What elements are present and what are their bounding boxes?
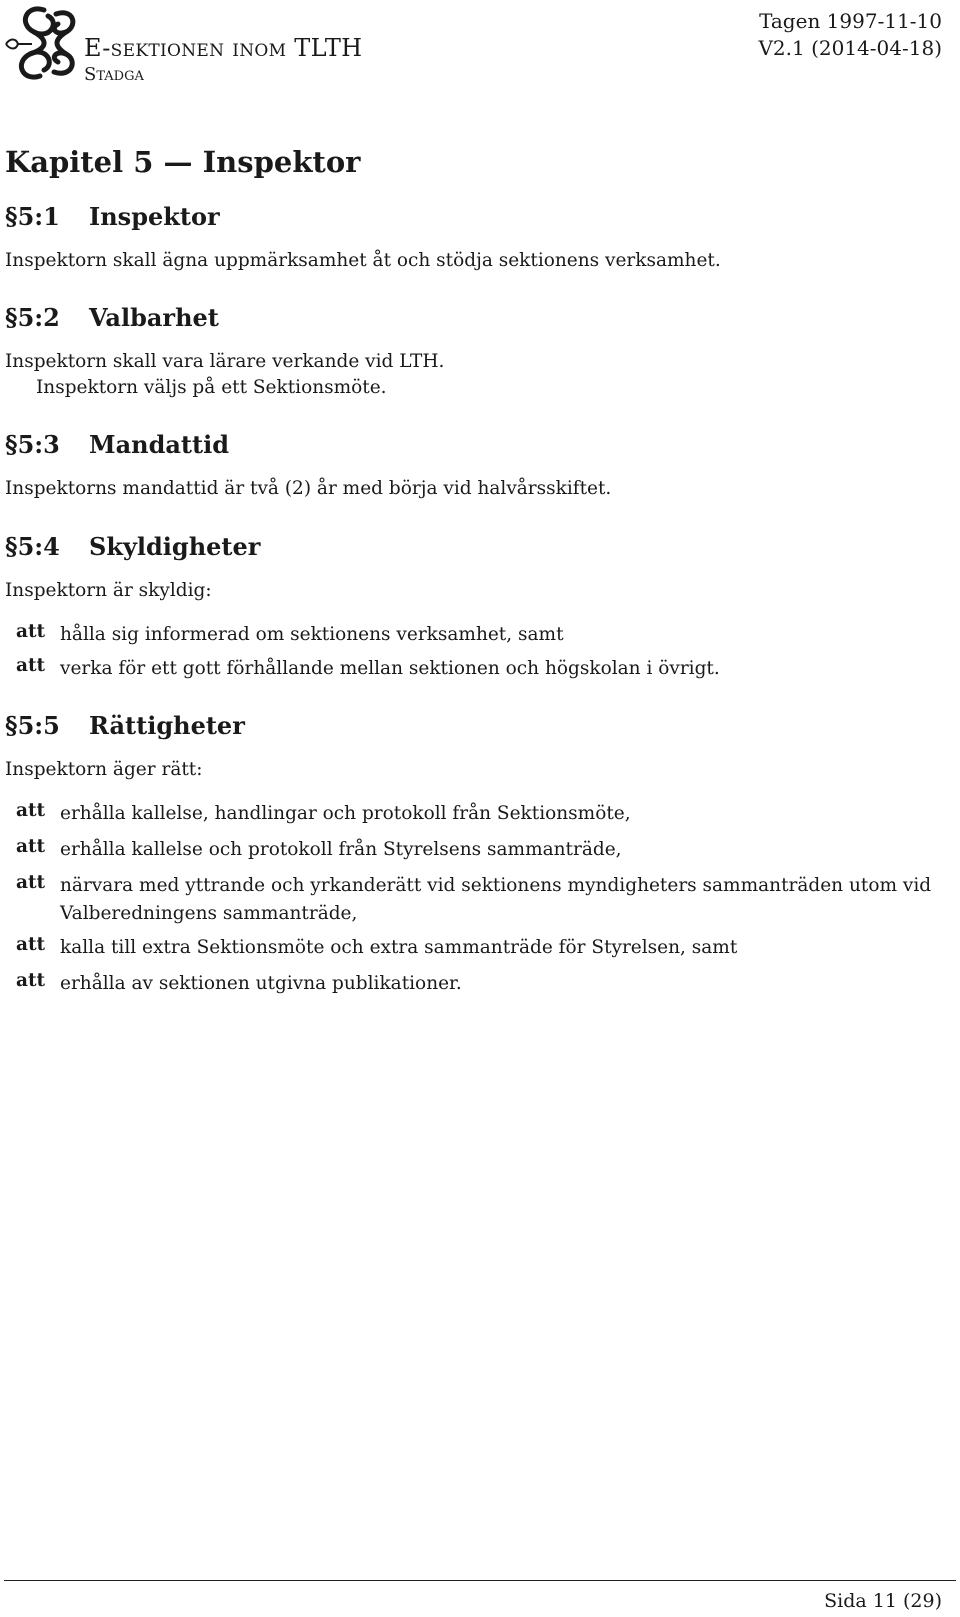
list-item-text: hålla sig informerad om sektionens verksamhet, samt	[60, 624, 564, 645]
section-paragraph: Inspektorn skall ägna uppmärksamhet åt och stödja sektionens verksamhet.	[5, 250, 721, 271]
section-title: Rättigheter	[89, 711, 245, 740]
section-number: 5:5	[17, 711, 60, 740]
section-paragraph: Inspektorn väljs på ett Sektionsmöte.	[36, 377, 387, 398]
list-item-prefix: att	[16, 800, 46, 821]
list-item-prefix: att	[16, 934, 46, 955]
section-heading	[5, 202, 220, 231]
list-item-text: närvara med yttrande och yrkanderätt vid sektionens myndigheters sammanträden utom vid Valberedningens sammanträde,	[60, 875, 932, 924]
section-number: 5:2	[17, 303, 60, 332]
section-heading	[5, 430, 229, 459]
section-symbol: §	[5, 202, 18, 231]
list-item-prefix: att	[16, 970, 46, 991]
list-item-prefix: att	[16, 836, 46, 857]
adoption-date: Tagen 1997-11-10	[759, 9, 942, 33]
list-item-prefix: att	[16, 621, 46, 642]
section-intro: Inspektorn är skyldig:	[5, 580, 212, 601]
list-item-text: erhålla kallelse och protokoll från Styrelsens sammanträde,	[60, 839, 622, 860]
section-title: Inspektor	[89, 202, 220, 231]
section-heading	[5, 303, 219, 332]
section-title: Valbarhet	[89, 303, 219, 332]
section-symbol: §	[5, 711, 18, 740]
section-paragraph: Inspektorn skall vara lärare verkande vid LTH.	[5, 351, 445, 372]
section-intro: Inspektorn äger rätt:	[5, 759, 203, 780]
list-item-text: kalla till extra Sektionsmöte och extra sammanträde för Styrelsen, samt	[60, 937, 738, 958]
section-number: 5:4	[17, 532, 60, 561]
list-item	[16, 970, 946, 998]
section-paragraph: Inspektorns mandattid är två (2) år med börja vid halvårsskiftet.	[5, 478, 612, 499]
list-item	[16, 934, 946, 962]
section-symbol: §	[5, 303, 18, 332]
footer-divider	[4, 1580, 956, 1581]
document-name: Stadga	[84, 64, 144, 85]
organization-name: E-sektionen inom TLTH	[84, 34, 363, 62]
section-logo-icon	[4, 2, 80, 84]
section-heading	[5, 532, 260, 561]
section-title: Skyldigheter	[89, 532, 261, 561]
list-item-text: verka för ett gott förhållande mellan sektionen och högskolan i övrigt.	[60, 658, 720, 679]
list-item	[16, 621, 946, 649]
list-item-text: erhålla av sektionen utgivna publikationer.	[60, 973, 462, 994]
list-item	[16, 872, 946, 928]
list-item	[16, 800, 946, 828]
list-item-prefix: att	[16, 872, 46, 893]
list-item-text: erhålla kallelse, handlingar och protokoll från Sektionsmöte,	[60, 803, 631, 824]
chapter-title: Kapitel 5 — Inspektor	[5, 145, 361, 179]
section-symbol: §	[5, 532, 18, 561]
page-header	[0, 0, 960, 90]
section-title: Mandattid	[89, 430, 229, 459]
section-number: 5:1	[17, 202, 60, 231]
list-item-prefix: att	[16, 655, 46, 676]
page-number: Sida 11 (29)	[824, 1590, 942, 1612]
list-item	[16, 836, 946, 864]
section-symbol: §	[5, 430, 18, 459]
list-item	[16, 655, 946, 683]
section-number: 5:3	[17, 430, 60, 459]
section-heading	[5, 711, 245, 740]
document-version: V2.1 (2014-04-18)	[758, 36, 942, 60]
